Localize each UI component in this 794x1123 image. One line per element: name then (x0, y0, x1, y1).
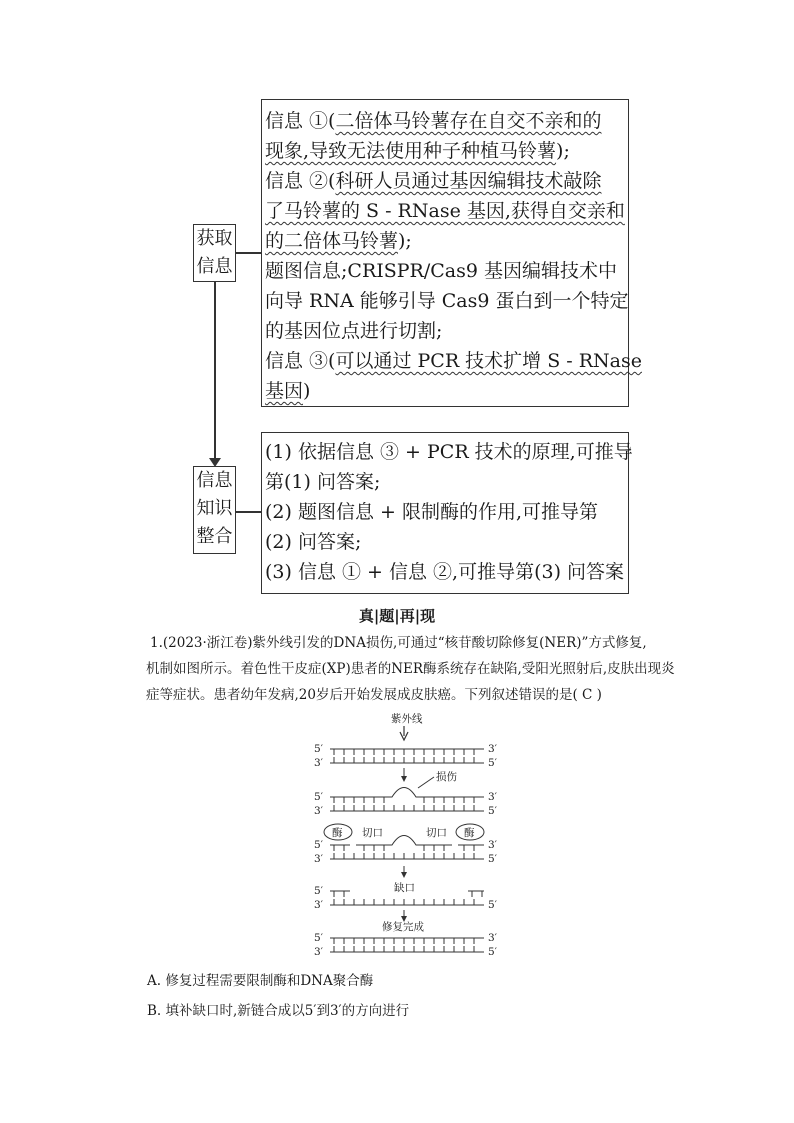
row4-bot-3: 3′ (314, 899, 324, 911)
uv-label: 紫外线 (391, 713, 423, 725)
enzyme-left-label: 酶 (332, 827, 343, 839)
question-stem (146, 630, 675, 708)
row5-bot-3: 3′ (314, 946, 324, 958)
option-a: A. 修复过程需要限制酶和DNA聚合酶 (147, 973, 374, 989)
row1-bot-3: 3′ (314, 757, 324, 769)
row3-bot-3: 3′ (314, 853, 324, 865)
label-get-info-line1: 获取 (196, 228, 233, 249)
info1-line2: 现象,导致无法使用种子种植马铃薯); (265, 140, 570, 162)
row5-bot-5: 5′ (488, 946, 498, 958)
label-integrate-line2: 知识 (196, 498, 233, 519)
info-box-2 (261, 432, 633, 594)
option-b: B. 填补缺口时,新链合成以5′到3′的方向进行 (147, 1003, 410, 1019)
question-line3: 症等症状。患者幼年发病,20岁后开始发展成皮肤癌。下列叙述错误的是( C ) (146, 687, 602, 703)
question-line1: 1.(2023·浙江卷)紫外线引发的DNA损伤,可通过“核苷酸切除修复(NER)”方式修复, (150, 635, 647, 651)
row3-bot-5: 5′ (488, 853, 498, 865)
integrate-line2: 第(1) 问答案; (265, 471, 381, 493)
connector-1 (236, 252, 261, 254)
dna-row1 (330, 749, 484, 763)
enzyme-right-label: 酶 (464, 827, 475, 839)
row3-top-5: 5′ (314, 839, 324, 851)
row1-top-3: 3′ (488, 743, 498, 755)
row1-top-5: 5′ (314, 743, 324, 755)
row4-top-5: 5′ (314, 885, 324, 897)
row2-top-5: 5′ (314, 791, 324, 803)
fig-info-line3: 的基因位点进行切割; (265, 320, 443, 342)
done-label: 修复完成 (382, 921, 424, 933)
info3-line1: 信息 ③(可以通过 PCR 技术扩增 S - RNase (265, 350, 642, 372)
dna-row5 (330, 938, 484, 952)
label-integrate-line3: 整合 (196, 526, 233, 547)
row5-top-5: 5′ (314, 932, 324, 944)
section-title: 真|题|再|现 (358, 607, 436, 625)
question-line2: 机制如图所示。着色性干皮症(XP)患者的NER酶系统存在缺陷,受阳光照射后,皮肤出现炎 (146, 661, 675, 677)
label-get-info (193, 224, 236, 282)
dna-row3 (330, 836, 484, 860)
arrow-shaft (214, 282, 216, 462)
row5-top-3: 3′ (488, 932, 498, 944)
info1-line1: 信息 ①(二倍体马铃薯存在自交不亲和的 (265, 110, 602, 132)
row2-bot-3: 3′ (314, 805, 324, 817)
integrate-line3: (2) 题图信息 + 限制酶的作用,可推导第 (265, 501, 598, 523)
enzyme-left (324, 824, 352, 840)
connector-2 (236, 511, 261, 513)
cut-right-label: 切口 (426, 827, 447, 839)
info-box-1 (261, 99, 642, 407)
row1-bot-5: 5′ (488, 757, 498, 769)
enzyme-right (456, 824, 484, 840)
row3-top-3: 3′ (488, 839, 498, 851)
info3-line2: 基因) (265, 380, 311, 402)
fig-info-line2: 向导 RNA 能够引导 Cas9 蛋白到一个特定 (265, 290, 629, 312)
label-integrate (193, 466, 236, 554)
options (147, 966, 409, 1026)
row2-top-3: 3′ (488, 791, 498, 803)
fig-info-line1: 题图信息;CRISPR/Cas9 基因编辑技术中 (265, 260, 618, 282)
cut-left-label: 切口 (362, 827, 383, 839)
row4-bot-5: 5′ (488, 899, 498, 911)
gap-label: 缺口 (394, 882, 415, 894)
integrate-line5: (3) 信息 ① + 信息 ②,可推导第(3) 问答案 (265, 561, 625, 583)
dna-row2 (330, 788, 484, 812)
info2-line2: 了马铃薯的 S - RNase 基因,获得自交亲和 (265, 200, 625, 222)
info2-line3: 的二倍体马铃薯); (265, 230, 412, 252)
row2-bot-5: 5′ (488, 805, 498, 817)
integrate-line4: (2) 问答案; (265, 531, 362, 553)
damage-label: 损伤 (436, 771, 457, 783)
integrate-line1: (1) 依据信息 ③ + PCR 技术的原理,可推导 (265, 441, 633, 463)
info2-line1: 信息 ②(科研人员通过基因编辑技术敲除 (265, 170, 602, 192)
ner-figure (300, 708, 520, 966)
label-get-info-line2: 信息 (196, 256, 233, 277)
label-integrate-line1: 信息 (196, 470, 233, 491)
